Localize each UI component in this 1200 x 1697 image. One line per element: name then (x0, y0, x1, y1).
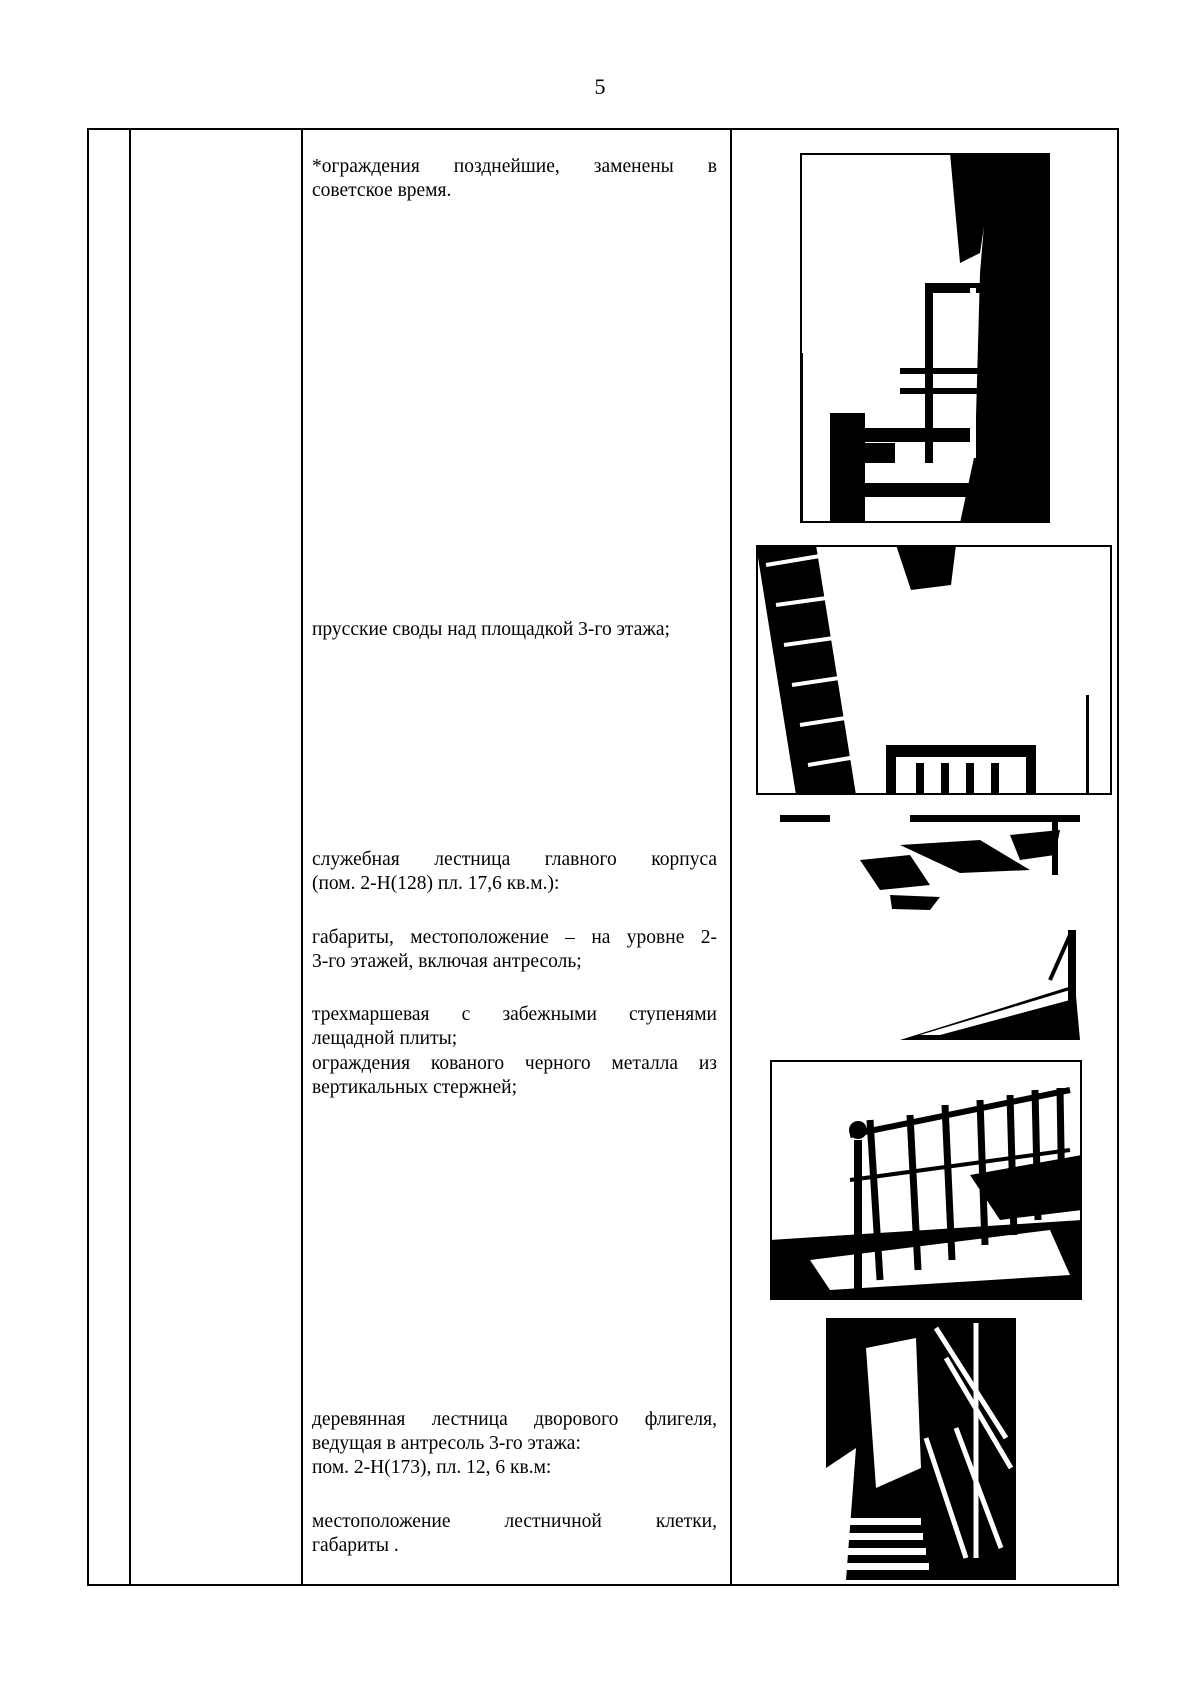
column-divider-1 (129, 128, 131, 1586)
text-line: габариты, местоположение – на уровне 2- (312, 927, 717, 948)
text-line: деревянная лестница дворового флигеля, (312, 1409, 717, 1430)
text-line: вертикальных стержней; (312, 1077, 517, 1098)
stair-underside-photo (780, 930, 1080, 1040)
table-left-border (87, 128, 89, 1586)
text-line: 3-го этажей, включая антресоль; (312, 951, 582, 972)
table-right-border (1117, 128, 1119, 1586)
text-line: ограждения кованого черного металла из (312, 1053, 717, 1074)
wooden-staircase-photo (826, 1318, 1016, 1580)
stair-steps-photo (780, 815, 1080, 915)
wooden-stair (312, 1408, 717, 1480)
column-divider-3 (730, 128, 732, 1586)
text-line: местоположение лестничной клетки, (312, 1511, 717, 1532)
dimensions-location (312, 926, 717, 974)
text-line: служебная лестница главного корпуса (312, 849, 717, 870)
page-number: 5 (594, 74, 606, 99)
text-line: габариты . (312, 1535, 399, 1556)
stairwell-location (312, 1510, 717, 1558)
staircase-window-photo (800, 153, 1050, 523)
text-line: *ограждения позднейшие, заменены в (312, 156, 717, 177)
column-divider-2 (301, 128, 303, 1586)
text-line: прусские своды над площадкой 3-го этажа; (312, 619, 670, 640)
text-line: трехмаршевая с забежными ступенями (312, 1004, 717, 1025)
forged-railings (312, 1052, 717, 1100)
text-line: советское время. (312, 180, 452, 201)
text-line: ведущая в антресоль 3-го этажа: (312, 1433, 581, 1454)
prussian-vaults (312, 618, 717, 642)
text-line: лещадной плиты; (312, 1028, 458, 1049)
service-stair (312, 848, 717, 896)
table-bottom-border (87, 1584, 1119, 1586)
text-line: (пом. 2-Н(128) пл. 17,6 кв.м.): (312, 873, 560, 894)
three-flight-stair (312, 1003, 717, 1051)
forged-railings-photo (770, 1060, 1082, 1300)
text-line: пом. 2-Н(173), пл. 12, 6 кв.м: (312, 1457, 552, 1478)
prussian-vault-ceiling-photo (756, 545, 1112, 795)
table-top-border (87, 128, 1119, 130)
railings-note (312, 155, 717, 203)
